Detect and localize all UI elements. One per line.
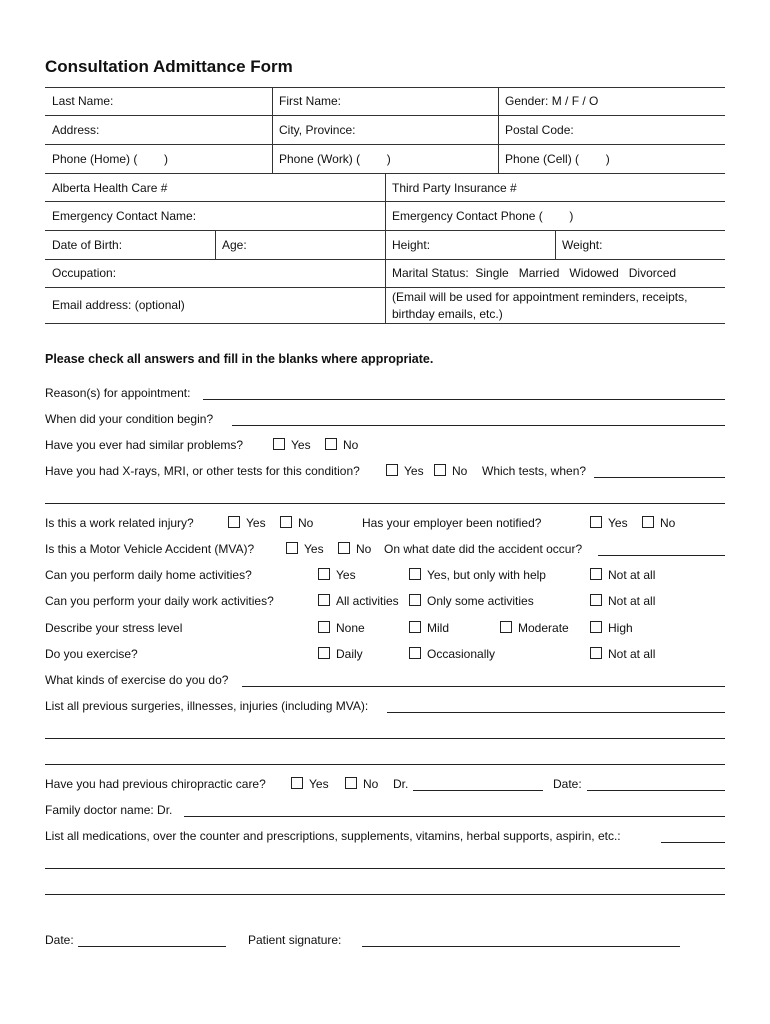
weight-field[interactable]: Weight: bbox=[562, 238, 603, 252]
phone-work-field[interactable]: Phone (Work) ( ) bbox=[279, 152, 391, 166]
email-note: (Email will be used for appointment reminders, receipts, bbox=[392, 290, 688, 304]
exercise-kinds-label: What kinds of exercise do you do? bbox=[45, 673, 229, 687]
last-name-field[interactable]: Last Name: bbox=[52, 94, 114, 108]
employer-no-checkbox[interactable] bbox=[642, 516, 654, 528]
option-label: Yes, but only with help bbox=[427, 568, 546, 582]
date-of-birth-field[interactable]: Date of Birth: bbox=[52, 238, 123, 252]
work-injury-label: Is this a work related injury? bbox=[45, 516, 194, 530]
chiro-date-label: Date: bbox=[553, 777, 582, 791]
table-rule bbox=[385, 173, 386, 323]
exercise-occasionally-checkbox[interactable] bbox=[409, 647, 421, 659]
chiro-date-blank[interactable] bbox=[587, 790, 725, 791]
work-injury-no-checkbox[interactable] bbox=[280, 516, 292, 528]
option-label: Only some activities bbox=[427, 594, 534, 608]
work-not-at-all-checkbox[interactable] bbox=[590, 594, 602, 606]
surgeries-blank-line2[interactable] bbox=[45, 738, 725, 739]
medications-blank-line2[interactable] bbox=[45, 868, 725, 869]
option-label: No bbox=[343, 438, 359, 452]
option-label: Yes bbox=[309, 777, 329, 791]
emergency-contact-phone-field[interactable]: Emergency Contact Phone ( ) bbox=[392, 209, 574, 223]
option-label: Daily bbox=[336, 647, 363, 661]
which-tests-blank[interactable] bbox=[594, 477, 725, 478]
form-title: Consultation Admittance Form bbox=[45, 57, 293, 76]
surgeries-blank[interactable] bbox=[387, 712, 725, 713]
instructions-heading: Please check all answers and fill in the blanks where appropriate. bbox=[45, 352, 434, 366]
medications-label: List all medications, over the counter and prescriptions, supplements, vitamins, herbal supports, aspirin, etc.: bbox=[45, 829, 621, 843]
stress-none-checkbox[interactable] bbox=[318, 621, 330, 633]
home-yes-help-checkbox[interactable] bbox=[409, 568, 421, 580]
option-label: High bbox=[608, 621, 633, 635]
footer-date-label: Date: bbox=[45, 933, 74, 947]
surgeries-label: List all previous surgeries, illnesses, injuries (including MVA): bbox=[45, 699, 369, 713]
exercise-kinds-blank[interactable] bbox=[242, 686, 725, 687]
stress-moderate-checkbox[interactable] bbox=[500, 621, 512, 633]
work-activities-label: Can you perform your daily work activities? bbox=[45, 594, 274, 608]
stress-high-checkbox[interactable] bbox=[590, 621, 602, 633]
exercise-label: Do you exercise? bbox=[45, 647, 138, 661]
age-field[interactable]: Age: bbox=[222, 238, 247, 252]
xrays-label: Have you had X-rays, MRI, or other tests for this condition? bbox=[45, 464, 360, 478]
table-rule bbox=[45, 115, 725, 116]
option-label: Yes bbox=[304, 542, 324, 556]
option-label: No bbox=[356, 542, 372, 556]
mva-no-checkbox[interactable] bbox=[338, 542, 350, 554]
city-province-field[interactable]: City, Province: bbox=[279, 123, 356, 137]
mva-yes-checkbox[interactable] bbox=[286, 542, 298, 554]
similar-problems-label: Have you ever had similar problems? bbox=[45, 438, 244, 452]
phone-cell-field[interactable]: Phone (Cell) ( ) bbox=[505, 152, 610, 166]
option-label: Occasionally bbox=[427, 647, 496, 661]
email-note: birthday emails, etc.) bbox=[392, 307, 503, 321]
exercise-daily-checkbox[interactable] bbox=[318, 647, 330, 659]
condition-begin-label: When did your condition begin? bbox=[45, 412, 214, 426]
table-rule bbox=[215, 230, 216, 259]
option-label: No bbox=[363, 777, 379, 791]
option-label: Not at all bbox=[608, 568, 656, 582]
family-doctor-blank[interactable] bbox=[184, 816, 725, 817]
which-tests-label: Which tests, when? bbox=[482, 464, 587, 478]
option-label: No bbox=[298, 516, 314, 530]
option-label: Mild bbox=[427, 621, 450, 635]
family-doctor-label: Family doctor name: Dr. bbox=[45, 803, 173, 817]
health-care-field[interactable]: Alberta Health Care # bbox=[52, 181, 168, 195]
marital-status-field[interactable]: Marital Status: Single Married Widowed Divorced bbox=[392, 266, 677, 280]
table-rule bbox=[498, 87, 499, 173]
which-tests-blank-line2[interactable] bbox=[45, 503, 725, 504]
postal-code-field[interactable]: Postal Code: bbox=[505, 123, 574, 137]
xrays-no-checkbox[interactable] bbox=[434, 464, 446, 476]
work-only-some-checkbox[interactable] bbox=[409, 594, 421, 606]
option-label: All activities bbox=[336, 594, 399, 608]
chiro-no-checkbox[interactable] bbox=[345, 777, 357, 789]
table-rule bbox=[45, 87, 725, 88]
occupation-field[interactable]: Occupation: bbox=[52, 266, 117, 280]
chiro-dr-blank[interactable] bbox=[413, 790, 543, 791]
signature-blank[interactable] bbox=[362, 946, 680, 947]
stress-mild-checkbox[interactable] bbox=[409, 621, 421, 633]
medications-blank-line3[interactable] bbox=[45, 894, 725, 895]
surgeries-blank-line3[interactable] bbox=[45, 764, 725, 765]
stress-level-label: Describe your stress level bbox=[45, 621, 183, 635]
gender-field[interactable]: Gender: M / F / O bbox=[505, 94, 599, 108]
medications-blank[interactable] bbox=[661, 842, 725, 843]
chiro-yes-checkbox[interactable] bbox=[291, 777, 303, 789]
chiro-dr-label: Dr. bbox=[393, 777, 409, 791]
home-activities-label: Can you perform daily home activities? bbox=[45, 568, 252, 582]
table-rule bbox=[45, 323, 725, 324]
employer-yes-checkbox[interactable] bbox=[590, 516, 602, 528]
option-label: No bbox=[660, 516, 676, 530]
email-field[interactable]: Email address: (optional) bbox=[52, 298, 185, 312]
emergency-contact-name-field[interactable]: Emergency Contact Name: bbox=[52, 209, 197, 223]
third-party-insurance-field[interactable]: Third Party Insurance # bbox=[392, 181, 517, 195]
condition-begin-blank[interactable] bbox=[232, 425, 725, 426]
chiropractic-label: Have you had previous chiropractic care? bbox=[45, 777, 266, 791]
footer-date-blank[interactable] bbox=[78, 946, 226, 947]
phone-home-field[interactable]: Phone (Home) ( ) bbox=[52, 152, 169, 166]
work-all-activities-checkbox[interactable] bbox=[318, 594, 330, 606]
table-rule bbox=[45, 144, 725, 145]
height-field[interactable]: Height: bbox=[392, 238, 431, 252]
signature-label: Patient signature: bbox=[248, 933, 342, 947]
mva-date-blank[interactable] bbox=[598, 555, 725, 556]
address-field[interactable]: Address: bbox=[52, 123, 100, 137]
home-yes-checkbox[interactable] bbox=[318, 568, 330, 580]
table-rule bbox=[272, 87, 273, 173]
similar-yes-checkbox[interactable] bbox=[273, 438, 285, 450]
option-label: Moderate bbox=[518, 621, 569, 635]
option-label: Not at all bbox=[608, 647, 656, 661]
home-not-at-all-checkbox[interactable] bbox=[590, 568, 602, 580]
first-name-field[interactable]: First Name: bbox=[279, 94, 342, 108]
mva-date-label: On what date did the accident occur? bbox=[384, 542, 583, 556]
reason-blank[interactable] bbox=[203, 399, 725, 400]
work-injury-yes-checkbox[interactable] bbox=[228, 516, 240, 528]
exercise-not-at-all-checkbox[interactable] bbox=[590, 647, 602, 659]
option-label: Yes bbox=[336, 568, 356, 582]
option-label: Yes bbox=[404, 464, 424, 478]
similar-no-checkbox[interactable] bbox=[325, 438, 337, 450]
employer-notified-label: Has your employer been notified? bbox=[362, 516, 542, 530]
mva-label: Is this a Motor Vehicle Accident (MVA)? bbox=[45, 542, 255, 556]
option-label: Yes bbox=[246, 516, 266, 530]
table-rule bbox=[555, 230, 556, 259]
reason-label: Reason(s) for appointment: bbox=[45, 386, 191, 400]
xrays-yes-checkbox[interactable] bbox=[386, 464, 398, 476]
option-label: None bbox=[336, 621, 365, 635]
option-label: No bbox=[452, 464, 468, 478]
option-label: Yes bbox=[291, 438, 311, 452]
option-label: Yes bbox=[608, 516, 628, 530]
option-label: Not at all bbox=[608, 594, 656, 608]
